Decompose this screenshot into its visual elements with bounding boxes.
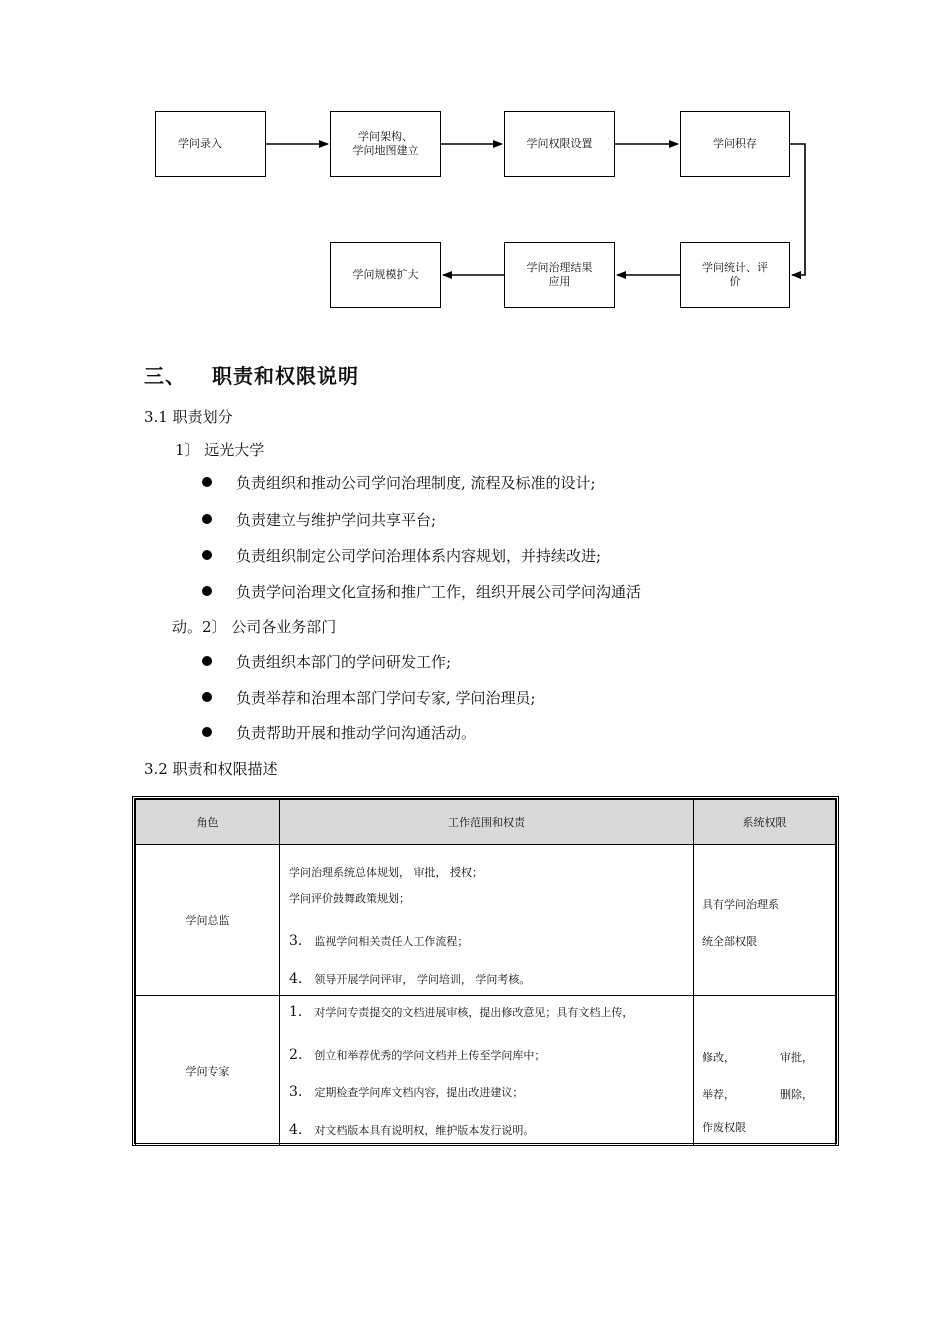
bullet-dot (202, 477, 212, 487)
flow-box-label: 学问规模扩大 (352, 268, 419, 281)
sub-item-1: 1〕 远光大学 (175, 441, 265, 459)
scope-line: 学问评价鼓舞政策规划； (289, 892, 410, 905)
bullet-text: 负责学问治理文化宣扬和推广工作，组织开展公司学问沟通活 (236, 583, 642, 601)
permission-cell (694, 845, 836, 996)
item-text: 领导开展学问评审， 学问培训， 学问考核。 (314, 973, 531, 986)
bullet-dot (202, 550, 212, 560)
header-scope: 工作范围和权责 (280, 800, 694, 845)
responsibility-table (132, 796, 839, 1146)
permission-line: 举荐， (702, 1088, 735, 1101)
bullet-dot (202, 586, 212, 596)
section-heading (144, 360, 359, 389)
permission-line: 统全部权限 (702, 935, 757, 948)
flow-box-label: 学问治理结果 (526, 261, 593, 274)
item-number: 4. (289, 971, 303, 987)
header-permission: 系统权限 (694, 800, 836, 845)
item-number: 2. (289, 1047, 303, 1063)
scope-line (289, 1047, 545, 1063)
flow-box-label: 学问权限设置 (526, 137, 593, 150)
bullet-text: 负责举荐和治理本部门学问专家, 学问治理员; (236, 689, 536, 707)
item-text: 对文档版本具有说明权，维护版本发行说明。 (314, 1124, 535, 1137)
table-row (136, 996, 836, 1146)
permission-line: 删除， (780, 1088, 813, 1101)
item-text: 创立和举荐优秀的学问文档并上传至学问库中； (314, 1049, 546, 1062)
flow-arrows (0, 0, 950, 340)
flow-box-label: 应用 (548, 275, 571, 288)
scope-line: 学问治理系统总体规划， 审批， 授权； (289, 866, 483, 879)
scope-line (289, 971, 530, 987)
bullet-text: 负责帮助开展和推动学问沟通活动。 (236, 724, 477, 742)
permission-line: 具有学问治理系 (702, 898, 779, 911)
scope-line (289, 933, 468, 949)
scope-line (289, 1004, 633, 1020)
flow-box-label: 学问录入 (178, 137, 222, 150)
table-row (136, 845, 836, 996)
item-text: 监视学问相关责任人工作流程； (314, 935, 469, 948)
section-number: 三、 (144, 364, 186, 388)
bullet-dot (202, 514, 212, 524)
subsection-heading-3-2: 3.2 职责和权限描述 (144, 760, 278, 778)
scope-cell (280, 996, 694, 1146)
scope-line (289, 1084, 523, 1100)
flow-box-label: 学问积存 (713, 137, 757, 150)
wrapped-line: 动。2〕 公司各业务部门 (172, 618, 337, 636)
table-header-row (136, 800, 836, 845)
item-number: 1. (289, 1004, 303, 1020)
role-cell: 学问总监 (136, 845, 280, 996)
bullet-dot (202, 656, 212, 666)
permission-cell (694, 996, 836, 1146)
scope-line (289, 1122, 534, 1138)
scope-cell (280, 845, 694, 996)
bullet-dot (202, 692, 212, 702)
bullet-text: 负责组织本部门的学问研发工作; (236, 653, 452, 671)
item-text: 定期检查学问库文档内容，提出改进建议； (314, 1086, 524, 1099)
bullet-dot (202, 727, 212, 737)
flow-box-label: 价 (729, 275, 741, 288)
permission-line: 作废权限 (702, 1121, 746, 1134)
bullet-text: 负责组织和推动公司学问治理制度, 流程及标准的设计; (236, 474, 596, 492)
arrow-4 (790, 144, 805, 275)
item-number: 4. (289, 1122, 303, 1138)
header-role: 角色 (136, 800, 280, 845)
item-number: 3. (289, 1084, 303, 1100)
role-cell: 学问专家 (136, 996, 280, 1146)
bullet-text: 负责建立与维护学问共享平台; (236, 511, 437, 529)
flow-box-label: 学问地图建立 (352, 144, 419, 157)
permission-line: 审批， (780, 1051, 813, 1064)
subsection-heading-3-1: 3.1 职责划分 (144, 408, 233, 426)
item-text: 对学问专责提交的文档进展审核，提出修改意见；具有文档上传， (314, 1006, 634, 1019)
item-number: 3. (289, 933, 303, 949)
flow-box-label: 学问统计、评 (702, 261, 768, 274)
bullet-text: 负责组织制定公司学问治理体系内容规划，并持续改进; (236, 547, 602, 565)
permission-line: 修改， (702, 1051, 735, 1064)
section-title: 职责和权限说明 (212, 364, 359, 388)
flow-box-label: 学问架构、 (358, 130, 413, 143)
